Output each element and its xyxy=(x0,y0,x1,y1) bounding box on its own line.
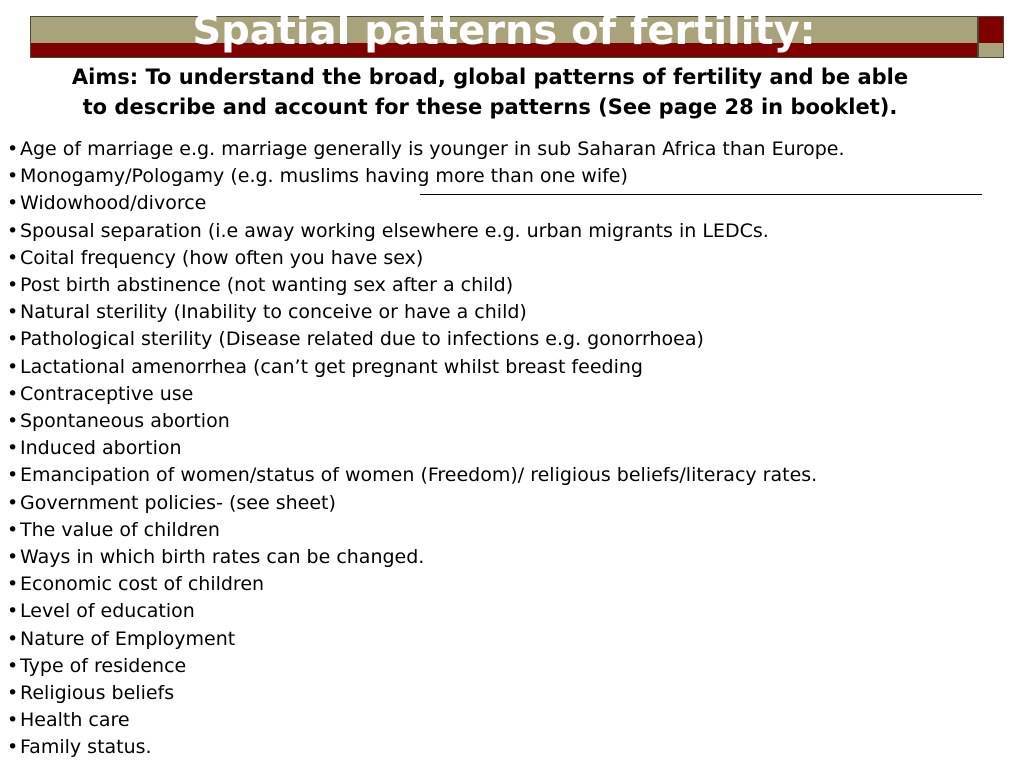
bullet-icon: • xyxy=(7,573,19,596)
header-corner-block xyxy=(978,16,1004,58)
list-item-text: Health care xyxy=(20,709,130,732)
list-item xyxy=(7,598,845,625)
bullet-icon: • xyxy=(7,165,19,188)
list-item xyxy=(7,462,845,489)
list-item-text: Natural sterility (Inability to conceive or have a child) xyxy=(20,301,527,324)
list-item xyxy=(7,272,845,299)
corner-block-maroon xyxy=(979,17,1003,43)
bullet-icon: • xyxy=(7,682,19,705)
list-item xyxy=(7,326,845,353)
list-item xyxy=(7,354,845,381)
list-item-text: Spontaneous abortion xyxy=(20,410,230,433)
list-item xyxy=(7,163,845,190)
list-item-text: Post birth abstinence (not wanting sex after a child) xyxy=(20,274,514,297)
bullet-icon: • xyxy=(7,654,19,677)
list-item-text: Emancipation of women/status of women (Freedom)/ religious beliefs/literacy rates. xyxy=(20,464,818,487)
list-item-text: Nature of Employment xyxy=(20,627,236,650)
bullet-icon: • xyxy=(7,355,19,378)
bullet-icon: • xyxy=(7,600,19,623)
list-item xyxy=(7,626,845,653)
list-item xyxy=(7,299,845,326)
aims-text: Aims: To understand the broad, global patterns of fertility and be able to describe and account for these patterns (See page 28 in booklet). xyxy=(71,65,909,119)
bullet-icon: • xyxy=(7,274,19,297)
bullet-icon: • xyxy=(7,709,19,732)
list-item xyxy=(7,490,845,517)
list-item xyxy=(7,381,845,408)
list-item xyxy=(7,734,845,761)
list-item xyxy=(7,245,845,272)
slide-title: Spatial patterns of fertility: xyxy=(192,8,816,54)
list-item-text: Widowhood/divorce xyxy=(20,192,207,215)
divider-line xyxy=(420,194,982,195)
list-item-text: Economic cost of children xyxy=(20,573,265,596)
bullet-icon: • xyxy=(7,192,19,215)
bullet-icon: • xyxy=(7,138,19,160)
bullet-icon: • xyxy=(7,736,19,759)
bullet-icon: • xyxy=(7,219,19,242)
list-item-text: Spousal separation (i.e away working elsewhere e.g. urban migrants in LEDCs. xyxy=(20,219,769,242)
list-item-text: Pathological sterility (Disease related due to infections e.g. gonorrhoea) xyxy=(20,328,704,351)
bullet-icon: • xyxy=(7,464,19,487)
bullet-icon: • xyxy=(7,410,19,433)
list-item-text: Type of residence xyxy=(20,654,187,677)
list-item-text: Induced abortion xyxy=(20,437,182,460)
list-item xyxy=(7,653,845,680)
bullet-icon: • xyxy=(7,246,19,269)
bullet-icon: • xyxy=(7,546,19,569)
list-item-text: Contraceptive use xyxy=(20,382,194,405)
corner-block-olive xyxy=(979,43,1003,57)
list-item-text: Family status. xyxy=(20,736,152,759)
list-item-text: Monogamy/Pologamy (e.g. muslims having more than one wife) xyxy=(20,165,628,188)
list-item xyxy=(7,571,845,598)
bullet-icon: • xyxy=(7,627,19,650)
list-item-text: Coital frequency (how often you have sex) xyxy=(20,246,424,269)
bullet-icon: • xyxy=(7,328,19,351)
bullet-icon: • xyxy=(7,301,19,324)
list-item xyxy=(7,707,845,734)
bullet-icon: • xyxy=(7,518,19,541)
list-item-text: The value of children xyxy=(20,518,220,541)
list-item-text: Religious beliefs xyxy=(20,682,175,705)
list-item xyxy=(7,435,845,462)
bullet-icon: • xyxy=(7,491,19,514)
bullet-icon: • xyxy=(7,382,19,405)
list-item xyxy=(7,544,845,571)
list-item xyxy=(7,517,845,544)
bullet-icon: • xyxy=(7,437,19,460)
list-item xyxy=(7,408,845,435)
list-item xyxy=(7,680,845,707)
list-item xyxy=(7,218,845,245)
list-item-text: Ways in which birth rates can be changed. xyxy=(20,546,425,569)
list-item xyxy=(7,136,845,163)
list-item-text: Level of education xyxy=(20,600,195,623)
fertility-factors-list xyxy=(7,136,845,762)
list-item-text: Age of marriage e.g. marriage generally is younger in sub Saharan Africa than Europe. xyxy=(20,138,845,160)
list-item-text: Government policies- (see sheet) xyxy=(20,491,336,514)
list-item-text: Lactational amenorrhea (can’t get pregnant whilst breast feeding xyxy=(20,355,643,378)
